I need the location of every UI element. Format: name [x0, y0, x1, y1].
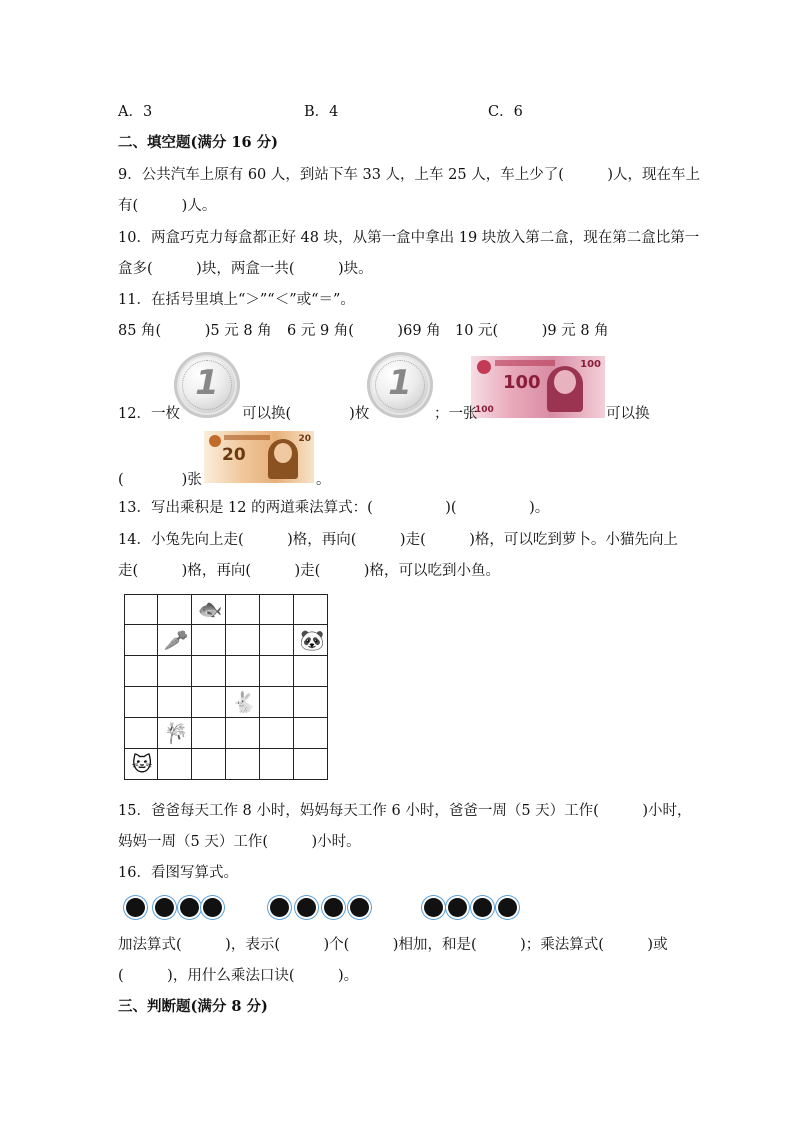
q12-part2: 可以换( )枚: [242, 406, 370, 422]
grid-cell: [260, 687, 294, 718]
q12-part3: ；一张: [434, 406, 478, 422]
dot: [203, 898, 222, 917]
grid-cell: [192, 687, 226, 718]
q12-part5: ( )张: [118, 472, 202, 488]
grid-cell: [294, 687, 328, 718]
dot: [155, 898, 174, 917]
option-a: A．3: [118, 104, 153, 120]
panda-icon: 🐼: [299, 628, 325, 652]
movement-grid: [124, 594, 328, 780]
bamboo-icon: 🎋: [163, 721, 189, 745]
grid-cell: [260, 625, 294, 656]
option-c: C．6: [488, 104, 523, 120]
section-2-title: 二、填空题(满分 16 分): [118, 134, 278, 151]
grid-cell: [260, 749, 294, 780]
option-b: B．4: [304, 104, 339, 120]
grid-cell: [294, 749, 328, 780]
dot: [126, 898, 145, 917]
grid-cell: [158, 687, 192, 718]
grid-cell: [294, 656, 328, 687]
grid-cell: [124, 718, 158, 749]
q11-compare-2: 6 元 9 角( )69 角: [287, 323, 441, 339]
grid-cell: [226, 594, 260, 625]
coin-1-yuan-icon: 1: [174, 352, 240, 418]
dot: [180, 898, 199, 917]
grid-cell: [226, 718, 260, 749]
q12-part6: 。: [316, 472, 331, 488]
section-3-title: 三、判断题(满分 8 分): [118, 998, 268, 1015]
grid-cell: [260, 656, 294, 687]
banknote-20-yuan-icon: 20 20: [204, 431, 314, 483]
grid-cell: [124, 625, 158, 656]
grid-cell: [192, 718, 226, 749]
dot: [448, 898, 467, 917]
dot: [324, 898, 343, 917]
q11-compare-1: 85 角( )5 元 8 角: [118, 323, 272, 339]
q14-line1: 14．小兔先向上走( )格，再向( )走( )格，可以吃到萝卜。小猫先向上: [118, 532, 678, 548]
grid-cell: [158, 749, 192, 780]
grid-cell: [124, 656, 158, 687]
grid-cell: [294, 718, 328, 749]
q13: 13．写出乘积是 12 的两道乘法算式：( )( )。: [118, 500, 550, 516]
q10-line1: 10．两盒巧克力每盒都正好 48 块，从第一盒中拿出 19 块放入第二盒，现在第二盒比第一: [118, 230, 700, 246]
grid-cell: [192, 749, 226, 780]
q14-line2: 走( )格，再向( )走( )格，可以吃到小鱼。: [118, 563, 500, 579]
q11-compare-3: 10 元( )9 元 8 角: [455, 323, 609, 339]
q12-part1: 12．一枚: [118, 406, 180, 422]
grid-cell: [226, 625, 260, 656]
grid-cell: [226, 656, 260, 687]
grid-cell: [124, 594, 158, 625]
q16-line1: 加法算式( )，表示( )个( )相加，和是( )；乘法算式( )或: [118, 937, 668, 953]
q12-part4: 可以换: [606, 406, 650, 422]
q15-line2: 妈妈一周（5 天）工作( )小时。: [118, 834, 361, 850]
q9-line1: 9．公共汽车上原有 60 人，到站下车 33 人，上车 25 人，车上少了( )人，现在车上: [118, 167, 701, 183]
grid-cell: [158, 656, 192, 687]
dot: [350, 898, 369, 917]
q15-line1: 15．爸爸每天工作 8 小时，妈妈每天工作 6 小时，爸爸一周（5 天）工作( )小时，: [118, 803, 692, 819]
banknote-100-yuan-icon: 100 100 100: [471, 356, 605, 418]
q16-title: 16．看图写算式。: [118, 865, 238, 881]
rabbit-icon: 🐇: [231, 690, 257, 714]
grid-cell: [124, 687, 158, 718]
grid-cell: [260, 718, 294, 749]
grid-cell: [158, 594, 192, 625]
dot: [270, 898, 289, 917]
grid-cell: [226, 749, 260, 780]
grid-cell: [192, 656, 226, 687]
q9-line2: 有( )人。: [118, 198, 217, 214]
dot: [473, 898, 492, 917]
q10-line2: 盒多( )块，两盒一共( )块。: [118, 261, 373, 277]
fish-icon: 🐟: [197, 597, 223, 621]
coin-1-yuan-icon: 1: [367, 352, 433, 418]
carrot-icon: 🥕: [163, 628, 189, 652]
dot: [498, 898, 517, 917]
q11-prompt: 11．在括号里填上“＞”“＜”或“＝”。: [118, 292, 355, 308]
q16-line2: ( )，用什么乘法口诀( )。: [118, 968, 359, 984]
grid-cell: [260, 594, 294, 625]
dot: [297, 898, 316, 917]
cat-icon: 🐱: [131, 752, 153, 776]
grid-cell: [192, 625, 226, 656]
grid-cell: [294, 594, 328, 625]
dot: [424, 898, 443, 917]
